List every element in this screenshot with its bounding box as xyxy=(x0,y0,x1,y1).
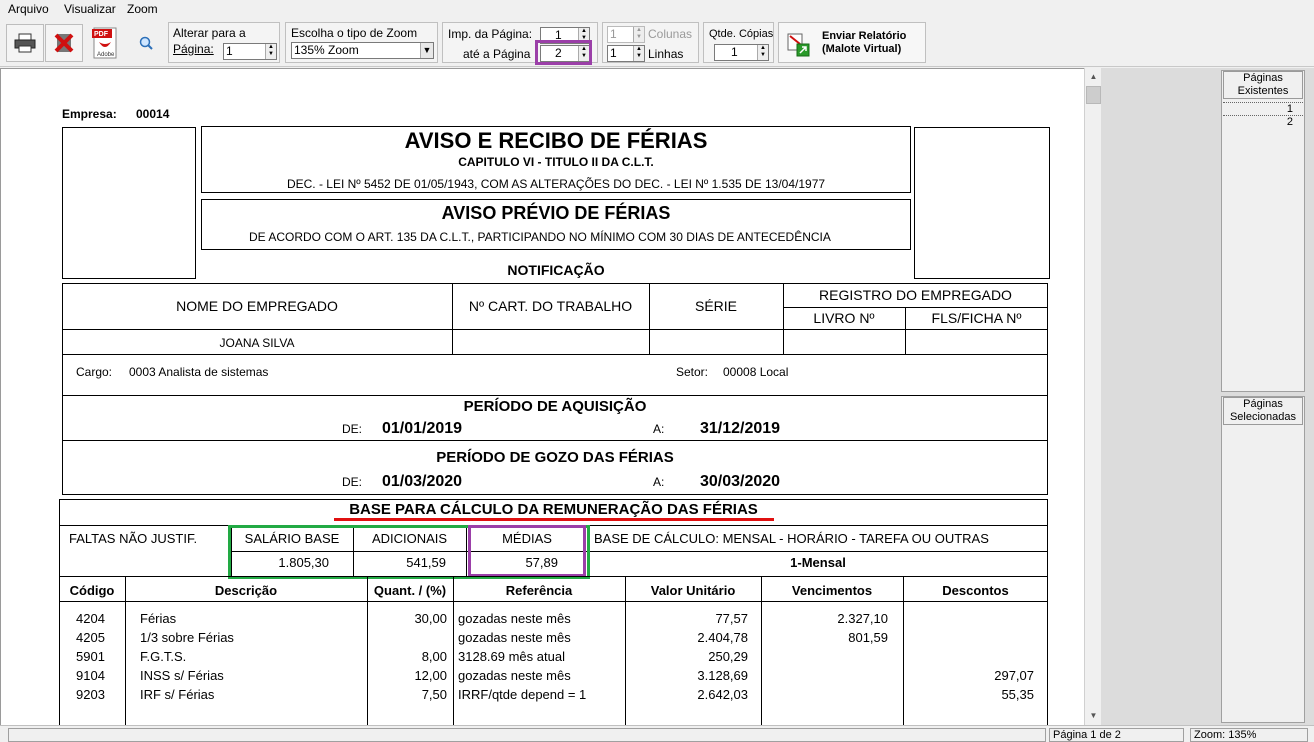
logo-box-right xyxy=(914,127,1050,279)
svg-text:PDF: PDF xyxy=(94,31,108,38)
pages-panel xyxy=(1101,68,1314,725)
colunas-label: Colunas xyxy=(648,27,693,41)
cell-valor: 2.404,78 xyxy=(697,630,748,645)
scroll-up-icon[interactable]: ▲ xyxy=(1089,72,1098,81)
gozo-a-label: A: xyxy=(653,475,665,489)
aviso-text: DE ACORDO COM O ART. 135 DA C.L.T., PARTICIPANDO NO MÍNIMO COM 30 DIAS DE ANTECEDÊNCIA xyxy=(249,230,831,244)
page-title: AVISO E RECIBO DE FÉRIAS xyxy=(404,128,708,153)
purple-highlight-ate xyxy=(535,40,592,65)
status-bar xyxy=(0,725,1314,741)
cell-referencia: gozadas neste mês xyxy=(458,630,571,645)
salario-value: 1.805,30 xyxy=(278,555,329,570)
setor-value: 00008 Local xyxy=(723,365,789,379)
close-icon xyxy=(53,32,75,54)
th-vencimentos: Vencimentos xyxy=(791,583,873,598)
medias-value: 57,89 xyxy=(525,555,558,570)
cell-referencia: gozadas neste mês xyxy=(458,611,571,626)
existing-header-line2: Existentes xyxy=(1237,85,1289,97)
empresa-value: 00014 xyxy=(136,107,170,121)
vertical-scrollbar[interactable] xyxy=(1084,68,1101,725)
copias-label: Qtde. Cópias xyxy=(709,28,774,40)
faltas-label: FALTAS NÃO JUSTIF. xyxy=(69,531,198,546)
cell-codigo: 5901 xyxy=(76,649,105,664)
page-item[interactable]: 2 xyxy=(1286,116,1293,128)
cell-quant: 30,00 xyxy=(414,611,447,626)
cell-referencia: gozadas neste mês xyxy=(458,668,571,683)
ate-pagina-spinner[interactable]: 2 ▲ ▼ xyxy=(540,45,590,62)
cell-valor: 2.642,03 xyxy=(697,687,748,702)
aquisicao-title: PERÍODO DE AQUISIÇÃO xyxy=(463,398,647,415)
toolbar xyxy=(0,19,1314,67)
employee-name: JOANA SILVA xyxy=(219,336,295,350)
page-subtitle: CAPITULO VI - TITULO II DA C.L.T. xyxy=(458,155,654,169)
th-valor: Valor Unitário xyxy=(650,583,736,598)
cell-quant: 12,00 xyxy=(414,668,447,683)
cell-quant: 7,50 xyxy=(421,687,447,702)
selected-header-line1: Páginas xyxy=(1243,398,1283,410)
col-cart-header: Nº CART. DO TRABALHO xyxy=(468,298,633,314)
menu-bar xyxy=(0,0,1314,19)
col-fls-header: FLS/FICHA Nº xyxy=(931,310,1022,326)
aquisicao-de-label: DE: xyxy=(342,422,363,436)
th-quant: Quant. / (%) xyxy=(373,583,447,598)
col-serie-header: SÉRIE xyxy=(694,298,737,314)
notificacao-title: NOTIFICAÇÃO xyxy=(507,262,605,278)
cell-descontos: 55,35 xyxy=(1001,687,1034,702)
status-pagina: Página 1 de 2 xyxy=(1049,728,1184,742)
imp-label: Imp. da Página: xyxy=(448,27,533,41)
zoom-select[interactable]: 135% Zoom ▼ xyxy=(291,42,434,59)
adicionais-label: ADICIONAIS xyxy=(371,531,448,546)
chevron-down-icon[interactable]: ▼ xyxy=(420,43,433,58)
cell-valor: 250,29 xyxy=(708,649,748,664)
alterar-pagina-spinner[interactable]: 1 ▲ ▼ xyxy=(223,43,277,60)
spinner-arrows-icon[interactable]: ▲ ▼ xyxy=(578,28,589,43)
cell-descricao: 1/3 sobre Férias xyxy=(140,630,234,645)
th-descontos: Descontos xyxy=(942,583,1009,598)
page-item[interactable]: 1 xyxy=(1223,102,1303,116)
salario-label: SALÁRIO BASE xyxy=(244,531,340,546)
status-message xyxy=(8,728,1046,742)
close-button[interactable] xyxy=(45,24,83,62)
scroll-thumb[interactable] xyxy=(1086,86,1101,104)
th-descricao: Descrição xyxy=(214,583,278,598)
spinner-arrows-icon[interactable]: ▲ ▼ xyxy=(265,44,276,59)
search-button[interactable] xyxy=(127,24,165,62)
cell-descricao: IRF s/ Férias xyxy=(140,687,215,702)
cell-valor: 3.128,69 xyxy=(697,668,748,683)
base-calc-value: 1-Mensal xyxy=(790,555,846,570)
setor-label: Setor: xyxy=(676,365,709,379)
base-calc-label: BASE DE CÁLCULO: MENSAL - HORÁRIO - TAREFA OU OUTRAS xyxy=(594,531,989,546)
aquisicao-a-label: A: xyxy=(653,422,665,436)
linhas-spinner[interactable]: 1 ▲ ▼ xyxy=(607,45,645,62)
cell-descontos: 297,07 xyxy=(994,668,1034,683)
ate-label: até a Página xyxy=(463,47,531,61)
medias-label: MÉDIAS xyxy=(502,531,552,546)
cell-referencia: 3128.69 mês atual xyxy=(458,649,565,664)
cell-codigo: 9104 xyxy=(76,668,105,683)
purple-highlight-medias xyxy=(468,525,586,577)
cell-codigo: 9203 xyxy=(76,687,105,702)
cell-vencimentos: 801,59 xyxy=(848,630,888,645)
red-underline xyxy=(334,518,774,521)
aquisicao-de-value: 01/01/2019 xyxy=(382,420,463,437)
cell-quant: 8,00 xyxy=(421,649,447,664)
base-title: BASE PARA CÁLCULO DA REMUNERAÇÃO DAS FÉRIAS xyxy=(349,501,758,518)
col-registro-header: REGISTRO DO EMPREGADO xyxy=(819,287,1012,303)
th-codigo: Código xyxy=(69,583,115,598)
gozo-de-value: 01/03/2020 xyxy=(382,473,463,490)
cell-descricao: Férias xyxy=(140,611,177,626)
enviar-label: Enviar Relatório xyxy=(822,30,907,42)
spinner-arrows-icon[interactable]: ▲ ▼ xyxy=(633,27,644,42)
existing-pages-header[interactable] xyxy=(1223,71,1303,99)
selected-header-line2: Selecionadas xyxy=(1229,411,1297,423)
report-document xyxy=(0,68,1084,725)
existing-pages-list xyxy=(1221,70,1305,392)
aviso-title: AVISO PRÉVIO DE FÉRIAS xyxy=(441,203,671,223)
malote-label: (Malote Virtual) xyxy=(822,43,902,55)
send-report-icon xyxy=(786,32,812,58)
spinner-arrows-icon[interactable]: ▲ ▼ xyxy=(633,46,644,61)
menu-visualizar[interactable]: Visualizar xyxy=(64,2,116,16)
col-nome-header: NOME DO EMPREGADO xyxy=(176,298,338,314)
cell-codigo: 4204 xyxy=(76,611,105,626)
cell-valor: 77,57 xyxy=(715,611,748,626)
gozo-title: PERÍODO DE GOZO DAS FÉRIAS xyxy=(436,449,674,466)
selected-pages-list xyxy=(1221,396,1305,723)
linhas-label: Linhas xyxy=(648,47,684,61)
decree-text: DEC. - LEI Nº 5452 DE 01/05/1943, COM AS ALTERAÇÕES DO DEC. - LEI Nº 1.535 DE 13/04/1977 xyxy=(286,177,826,191)
menu-zoom[interactable]: Zoom xyxy=(127,2,158,16)
colunas-spinner[interactable]: 1 ▲ ▼ xyxy=(607,26,645,43)
empresa-label: Empresa: xyxy=(62,107,117,121)
menu-arquivo[interactable]: Arquivo xyxy=(8,2,49,16)
cell-descricao: INSS s/ Férias xyxy=(140,668,224,683)
existing-header-line1: Páginas xyxy=(1243,72,1283,84)
pdf-button[interactable] xyxy=(86,24,124,62)
pdf-icon xyxy=(91,26,119,60)
cell-descricao: F.G.T.S. xyxy=(140,649,187,664)
pagina-label: Página: xyxy=(173,42,214,56)
printer-icon xyxy=(14,33,36,53)
zoom-label: Escolha o tipo de Zoom xyxy=(291,26,418,40)
gozo-de-label: DE: xyxy=(342,475,363,489)
alterar-pagina-group xyxy=(168,22,280,63)
copias-group xyxy=(703,22,774,63)
imp-pagina-spinner[interactable]: 1 ▲ ▼ xyxy=(540,27,590,44)
status-zoom: Zoom: 135% xyxy=(1190,728,1308,742)
title-box xyxy=(201,126,911,193)
copias-spinner[interactable]: 1 ▲ ▼ xyxy=(714,44,769,61)
cell-vencimentos: 2.327,10 xyxy=(837,611,888,626)
aviso-box xyxy=(201,199,911,250)
cargo-label: Cargo: xyxy=(76,365,113,379)
aquisicao-a-value: 31/12/2019 xyxy=(700,420,781,437)
selected-pages-header[interactable] xyxy=(1223,397,1303,425)
gozo-a-value: 30/03/2020 xyxy=(700,473,781,490)
spinner-arrows-icon[interactable]: ▲ ▼ xyxy=(757,45,768,60)
spinner-arrows-icon[interactable]: ▲ ▼ xyxy=(578,46,589,61)
scroll-down-icon[interactable]: ▼ xyxy=(1089,711,1098,720)
enviar-relatorio-button[interactable] xyxy=(778,22,926,63)
layout-group xyxy=(602,22,699,63)
cargo-value: 0003 Analista de sistemas xyxy=(129,365,269,379)
alterar-label: Alterar para a xyxy=(173,26,246,40)
logo-box-left xyxy=(62,127,196,279)
magnifier-icon xyxy=(138,35,154,51)
svg-text:Adobe: Adobe xyxy=(97,52,115,58)
print-button[interactable] xyxy=(6,24,44,62)
cell-referencia: IRRF/qtde depend = 1 xyxy=(458,687,587,702)
th-referencia: Referência xyxy=(505,583,573,598)
col-livro-header: LIVRO Nº xyxy=(813,310,875,326)
adicionais-value: 541,59 xyxy=(406,555,446,570)
zoom-group xyxy=(285,22,438,63)
cell-codigo: 4205 xyxy=(76,630,105,645)
